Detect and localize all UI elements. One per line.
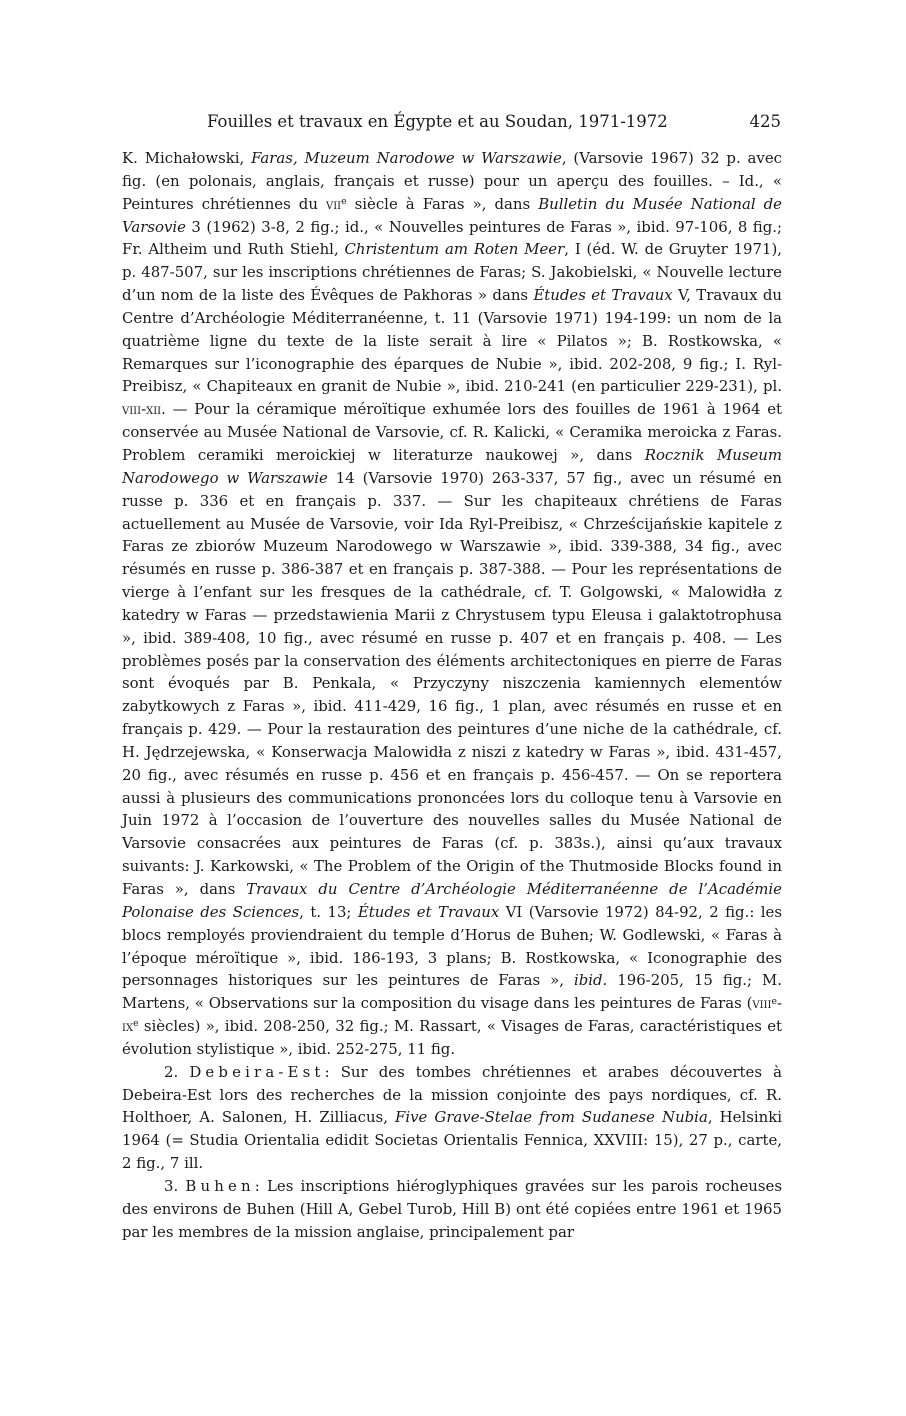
body-text [122,147,782,1244]
italic-text-run: Christentum am Roten Meer [344,240,565,259]
superscript-run: e [133,1018,139,1030]
text-run: K. Michałowski, [122,149,252,167]
running-header [207,112,781,138]
text-run: ix [122,1017,134,1036]
text-run: , (Varsovie 1967) 32 p. avec fig. (en polonais, anglais, français et russe) pour un aperçu des fouilles. – Id., « Peintures chrétiennes du [122,149,782,213]
text-run: vii [325,194,342,213]
paragraph-debeira-est [122,1061,782,1175]
page-number: 425 [749,112,781,131]
italic-text-run: ibid. [573,971,608,990]
text-run: Buhen [185,1176,255,1195]
text-run: siècles) », ibid. 208-250, 32 fig.; M. Rassart, « Visages de Faras, caractéristiques et évolution stylistique », ibid. 252-275, 11 fig. [122,1017,782,1058]
italic-text-run: Travaux du Centre d’Archéologie Méditerranéenne de l’Académie Polonaise des Sciences [122,880,782,921]
text-run: : Les inscriptions hiéroglyphiques gravées sur les parois rocheuses des environs de Buhen (Hill A, Gebel Turob, Hill B) ont été copiées entre 1961 et 1965 par les membres de la mission anglaise, principalement par [122,1176,782,1241]
text-run: , Helsinki 1964 (= Studia Orientalia edidit Societas Orientalis Fennica, XXVIII: 15), 27 p., carte, 2 fig., 7 ill. [122,1108,782,1173]
italic-text-run: Bulletin du Musée National de Varsovie [122,194,782,236]
text-run: 196-205, 15 fig.; M. Martens, « Observations sur la composition du visage dans les peintures de Faras ( [122,971,783,1013]
text-run: siècle à Faras », dans [346,194,539,213]
text-run: 2. [164,1062,190,1081]
text-run: Debeira-Est [189,1062,325,1081]
superscript-run: e [771,995,777,1007]
superscript-run: e [341,196,347,208]
italic-text-run: Faras, Muzeum Narodowe w Warszawie [251,149,562,167]
text-run: VI (Varsovie 1972) 84-92, 2 fig.: les blocs remployés proviendraient du temple d’Horus de Buhen; W. Godlewski, « Faras à l’époque méroïtique », ibid. 186-193, 3 plans; B. Rostkowska, « Iconographie des personnages historiques sur les peintures de Faras », [122,902,782,990]
italic-text-run: Études et Travaux [533,286,673,305]
text-run: - [776,994,782,1013]
text-run: , I (éd. W. de Gruyter 1971), p. 487-507, sur les inscriptions chrétiennes de Faras; S. Jakobielski, « Nouvelle lecture d’un nom de la liste des Évêques de Pakhoras » dans [122,240,782,305]
paragraph-buhen [122,1175,782,1244]
text-run: : Sur des tombes chrétiennes et arabes découvertes à Debeira-Est lors des recherches de la mission conjointe des pays nordiques, cf. R. Holthoer, A. Salonen, H. Zilliacus, [122,1062,782,1127]
running-title: Fouilles et travaux en Égypte et au Soudan, 1971-1972 [207,112,668,131]
text-run: 3 (1962) 3-8, 2 fig.; id., « Nouvelles peintures de Faras », ibid. 97-106, 8 fig.; Fr. Altheim und Ruth Stiehl, [122,217,782,259]
text-run: . — Pour la céramique méroïtique exhumée lors des fouilles de 1961 à 1964 et conservée au Musée National de Varsovie, cf. R. Kalicki, « Ceramika meroicka z Faras. Problem ceramiki meroickiej w literaturze naukowej », dans [122,400,782,464]
text-run: 3. [164,1176,186,1195]
italic-text-run: Rocznik Museum Narodowego w Warszawie [122,445,782,487]
italic-text-run: Five Grave-Stelae from Sudanese Nubia [395,1108,708,1127]
paragraph-faras-bibliography [122,147,782,1061]
text-run: viii [752,994,772,1013]
italic-text-run: Études et Travaux [357,902,500,921]
text-run: V, Travaux du Centre d’Archéologie Méditerranéenne, t. 11 (Varsovie 1971) 194-199: un nom de la quatrième ligne du texte de la liste serait à lire « Pilatos »; B. Rostkowska, « Remarques sur l’iconographie des éparques de Nubie », ibid. 202-208, 9 fig.; I. Ryl-Preibisz, « Chapiteaux en granit de Nubie », ibid. 210-241 (en particulier 229-231), pl. [122,286,782,396]
text-run: , t. 13; [299,902,358,921]
text-run: viii-xii [122,400,162,419]
text-run: 14 (Varsovie 1970) 263-337, 57 fig., avec un résumé en russe p. 336 et en français p. 337. — Sur les chapiteaux chrétiens de Faras actuellement au Musée de Varsovie, voir Ida Ryl-Preibisz, « Chrześcijańskie kapitele z Faras ze zbiorów Muzeum Narodowego w Warszawie », ibid. 339-388, 34 fig., avec résumés en russe p. 386-387 et en français p. 387-388. — Pour les représentations de vierge à l’enfant sur les fresques de la cathédrale, cf. T. Golgowski, « Malowidła z katedry w Faras — przedstawienia Marii z Chrystusem typu Eleusa i galaktotrophusa », ibid. 389-408, 10 fig., avec résumé en russe p. 407 et en français p. 408. — Les problèmes posés par la conservation des éléments architectoniques en pierre de Faras sont évoqués par B. Penkala, « Przyczyny niszczenia kamiennych elementów zabytkowych z Faras », ibid. 411-429, 16 fig., 1 plan, avec résumés en russe et en français p. 429. — Pour la restauration des peintures d’une niche de la cathédrale, cf. H. Jędrzejewska, « Konserwacja Malowidła z niszi z katedry w Faras », ibid. 431-457, 20 fig., avec résumés en russe p. 456 et en français p. 456-457. — On se reportera aussi à plusieurs des communications prononcées lors du colloque tenu à Varsovie en Juin 1972 à l’occasion de l’ouverture des nouvelles salles du Musée National de Varsovie consacrées aux peintures de Faras (cf. p. 383s.), ainsi qu’aux travaux suivants: J. Karkowski, « The Problem of the Origin of the Thutmoside Blocks found in Faras », dans [122,468,782,898]
